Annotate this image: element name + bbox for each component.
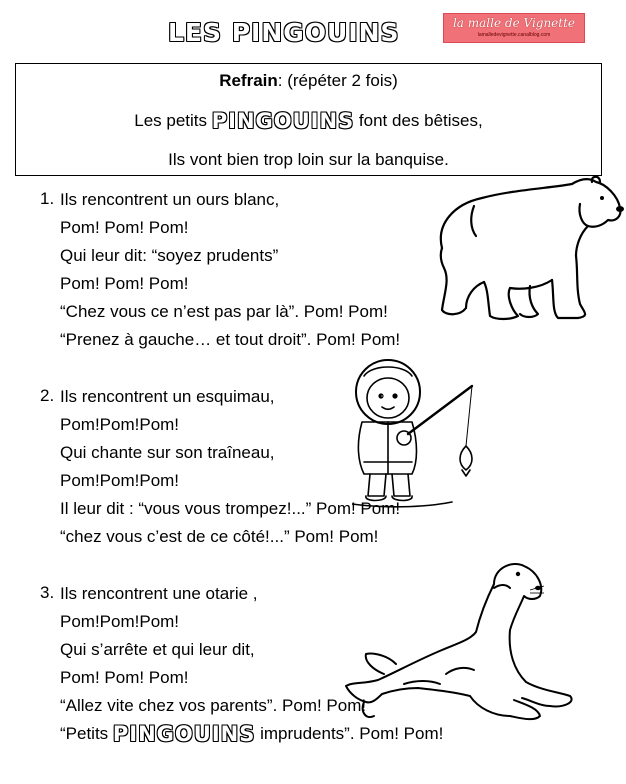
verse-line: Pom! Pom! Pom!	[60, 274, 189, 293]
verse-number: 2.	[40, 386, 55, 405]
verse-line: “Chez vous ce n’est pas par là”. Pom! Pom!	[60, 302, 388, 321]
verse-line: Qui s’arrête et qui leur dit,	[60, 640, 255, 659]
refrain-line2-before: Les petits	[134, 111, 212, 130]
verse-line: “chez vous c’est de ce côté!...” Pom! Pom!	[60, 527, 379, 546]
refrain-note: : (répéter 2 fois)	[277, 71, 398, 90]
verse-line: “Prenez à gauche… et tout droit”. Pom! Pom!	[60, 330, 401, 349]
refrain-label: Refrain	[219, 71, 278, 90]
refrain-line2-after: font des bêtises,	[354, 111, 483, 130]
verse-number: 3.	[40, 583, 55, 602]
polar-bear-drawing	[430, 176, 626, 326]
verse-line: Ils rencontrent une otarie ,	[60, 584, 258, 603]
verse-line: Pom!Pom!Pom!	[60, 415, 180, 434]
logo-subtext: lamalledevignette.canalblog.com	[477, 32, 551, 38]
verse-line: Il leur dit : “vous vous trompez!...” Pom! Pom!	[60, 499, 401, 518]
logo-text: la malle de Vignette	[452, 16, 576, 30]
verse-line: Ils rencontrent un ours blanc,	[60, 190, 280, 209]
verse-number: 1.	[40, 189, 55, 208]
refrain-pingouins-word: PINGOUINS	[211, 109, 355, 133]
refrain-box	[15, 63, 602, 176]
verse-line: Pom! Pom! Pom!	[60, 218, 189, 237]
verse-line: Ils rencontrent un esquimau,	[60, 387, 275, 406]
verse-line: Pom!Pom!Pom!	[60, 612, 180, 631]
refrain-heading	[16, 70, 601, 92]
last-line-after: imprudents”. Pom! Pom!	[255, 724, 444, 743]
sea-lion-drawing	[344, 560, 576, 740]
verse-line: Pom! Pom! Pom!	[60, 668, 189, 687]
refrain-line-2	[16, 106, 601, 136]
verse-line: Pom!Pom!Pom!	[60, 471, 180, 490]
logo	[443, 13, 585, 43]
verse-line: Qui leur dit: “soyez prudents”	[60, 246, 279, 265]
refrain-line-3: Ils vont bien trop loin sur la banquise.	[168, 150, 449, 169]
last-line-pingouins-word: PINGOUINS	[112, 722, 256, 746]
inuit-fishing-drawing	[352, 356, 492, 524]
page-title: LES PINGOUINS	[168, 18, 400, 47]
verse-line: Qui chante sur son traîneau,	[60, 443, 275, 462]
verse-line: “Allez vite chez vos parents”. Pom! Pom!	[60, 696, 367, 715]
last-line-before: “Petits	[60, 724, 113, 743]
